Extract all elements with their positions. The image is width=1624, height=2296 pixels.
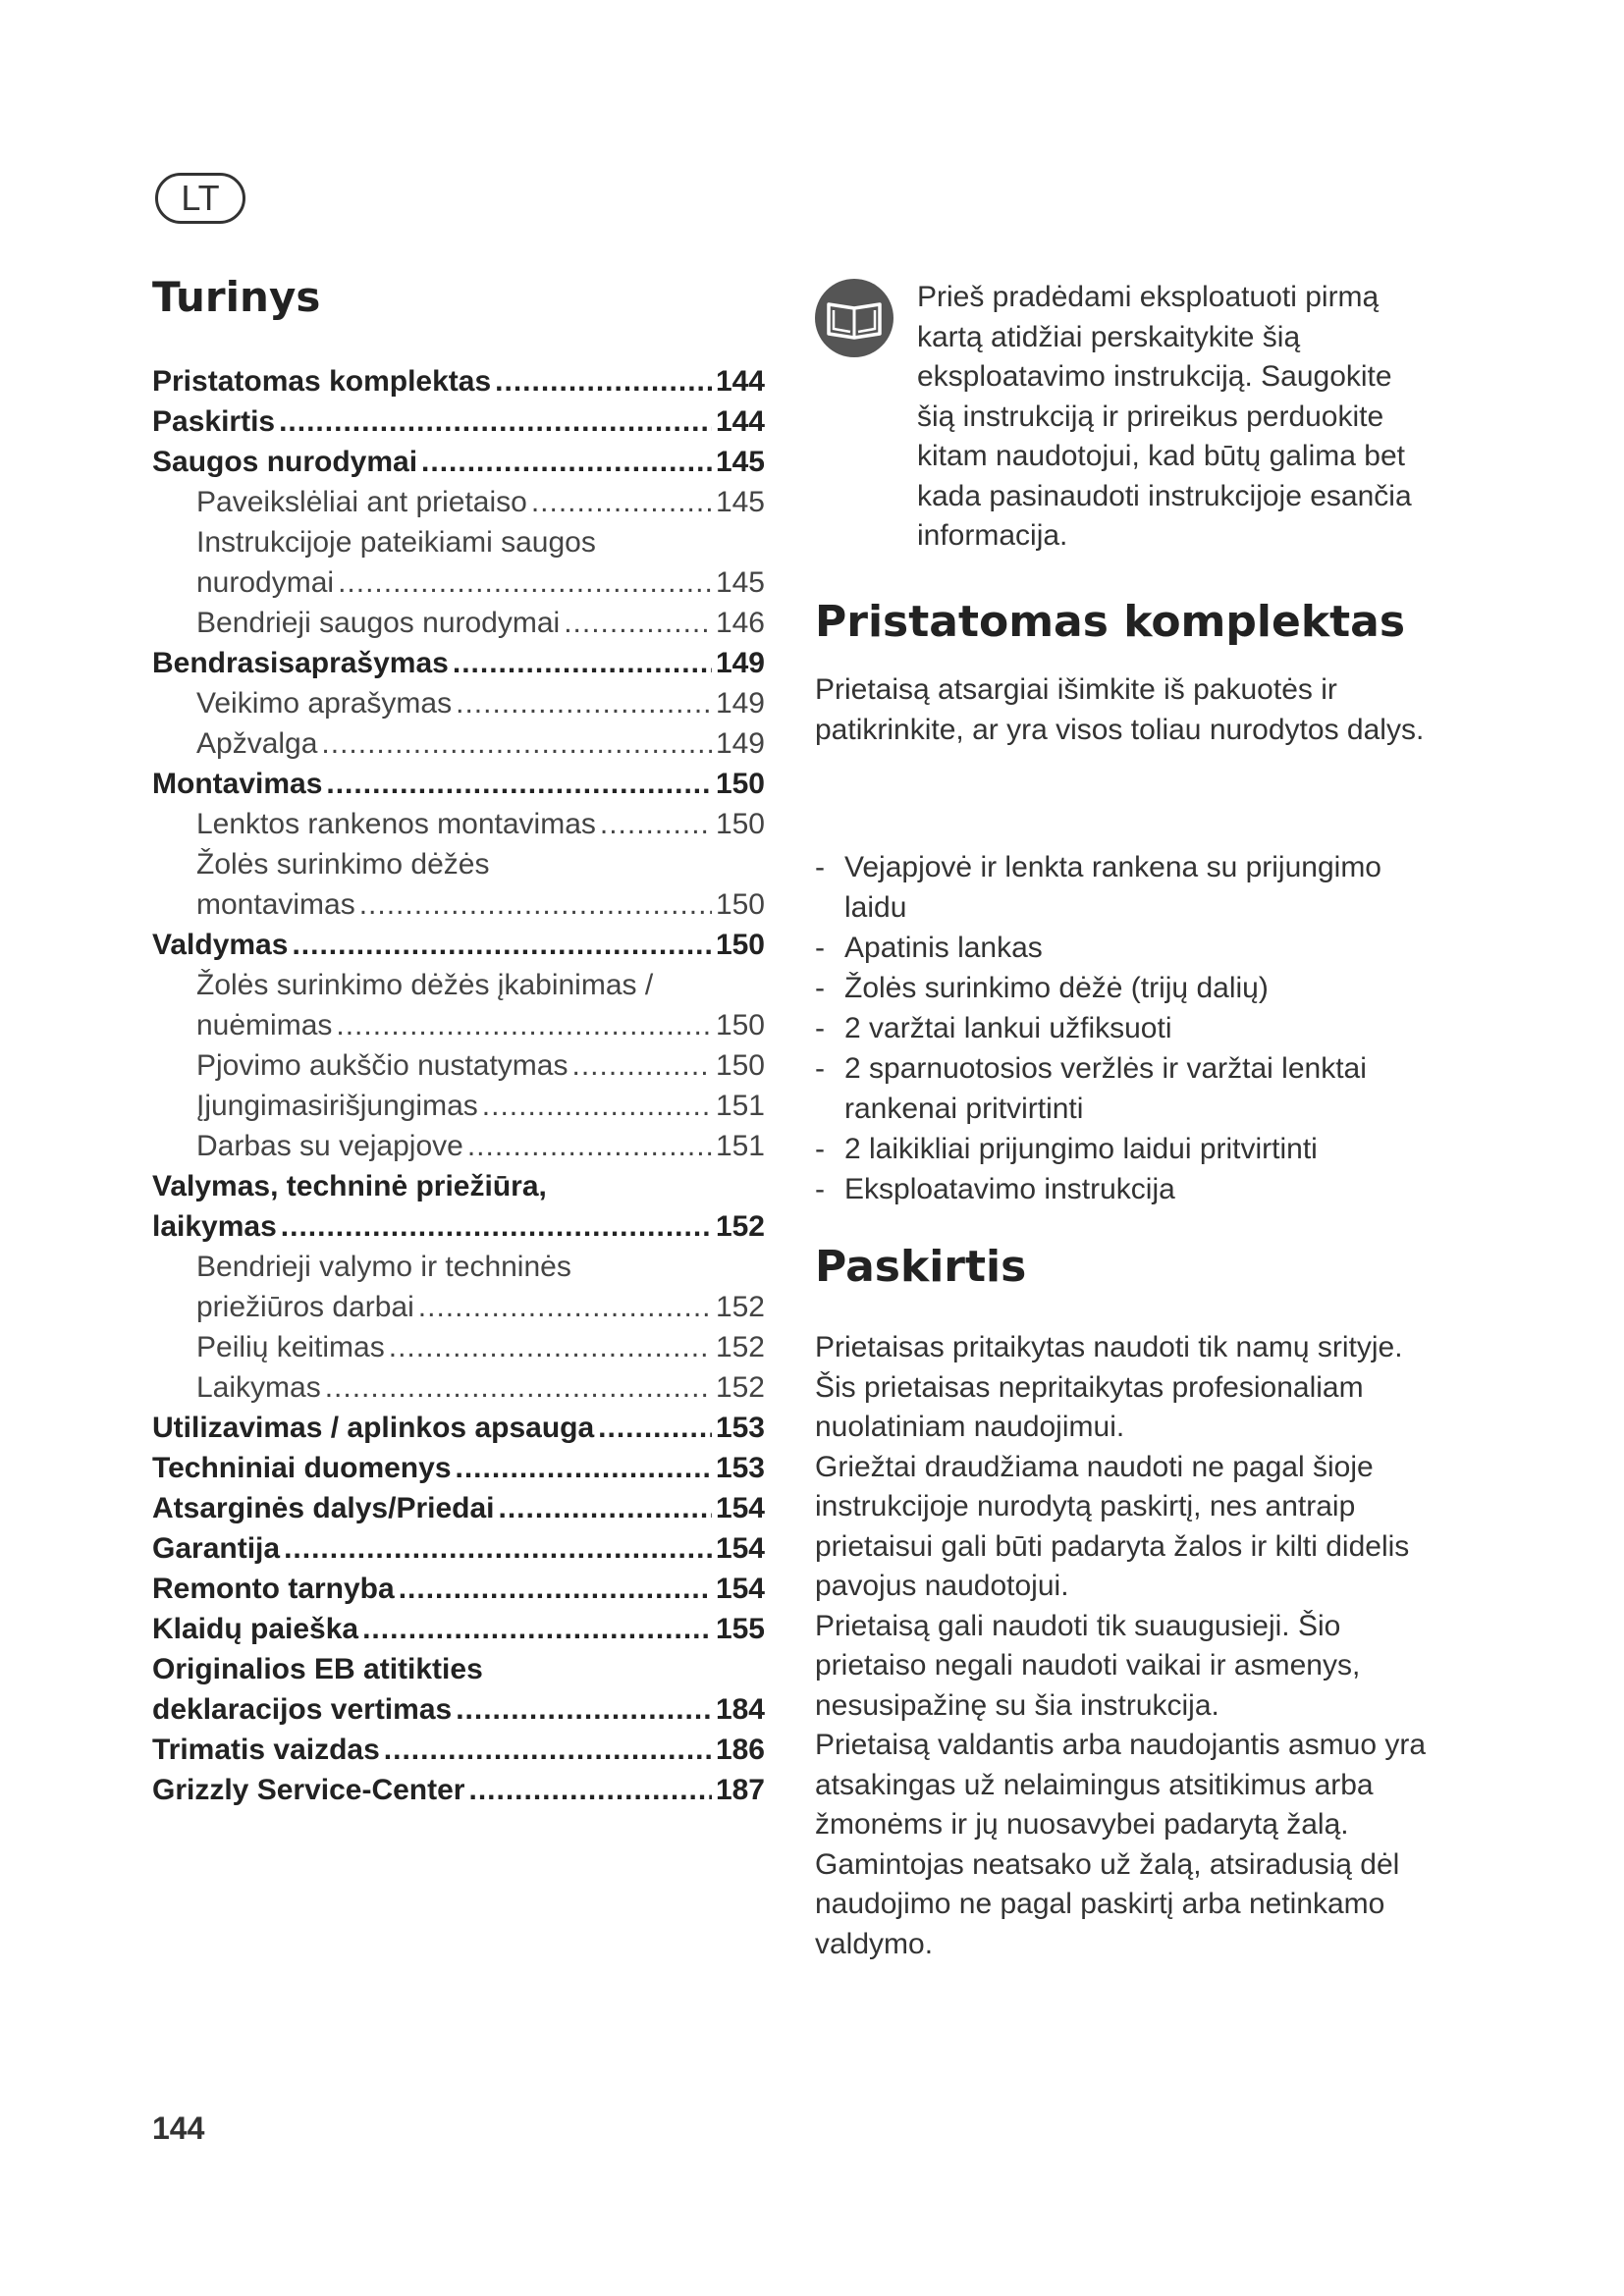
toc-entry[interactable]: Peilių keitimas ..... 152 <box>152 1331 765 1371</box>
toc-entry[interactable]: Bendrasisaprašymas ..... 149 <box>152 647 765 687</box>
toc-entry[interactable]: montavimas ..... 150 <box>152 888 765 929</box>
list-item: - 2 laikikliai prijungimo laidui pritvirtinti <box>815 1129 1443 1169</box>
read-manual-icon <box>815 279 893 357</box>
toc-entry[interactable]: Trimatis vaizdas ..... 186 <box>152 1734 765 1774</box>
toc-entry[interactable]: Montavimas ..... 150 <box>152 768 765 808</box>
toc-entry[interactable]: Paveikslėliai ant prietaiso ..... 145 <box>152 486 765 526</box>
list-item: - 2 sparnuotosios veržlės ir varžtai lenktai rankenai pritvirtinti <box>815 1048 1443 1129</box>
purpose-body <box>815 1328 1443 1964</box>
toc-entry[interactable]: Atsarginės dalys/Priedai ..... 154 <box>152 1492 765 1532</box>
toc-entry[interactable]: Pjovimo aukščio nustatymas ..... 150 <box>152 1049 765 1090</box>
paragraph: Prietaisą gali naudoti tik suaugusieji. Šio prietaiso negali naudoti vaikai ir asmenys, nesusipažinę su šia instrukcija. <box>815 1609 1361 1722</box>
toc-entry[interactable]: nurodymai ..... 145 <box>152 566 765 607</box>
toc-entry[interactable]: priežiūros darbai ..... 152 <box>152 1291 765 1331</box>
purpose-title: Paskirtis <box>815 1242 1027 1292</box>
delivery-list <box>815 847 1443 1209</box>
read-manual-notice: Prieš pradėdami eksploatuoti pirmą kartą atidžiai perskaitykite šią eksploatavimo instrukciją. Saugokite šią instrukciją ir prireikus perduokite kitam naudotojui, kad būtų galima bet kada pasinaudoti instrukcijoje esančia informacija. <box>917 281 1412 552</box>
paragraph: Griežtai draudžiama naudoti ne pagal šioje instrukcijoje nurodytą paskirtį, nes antraip prietaisui gali būti padaryta žalos ir kilti didelis pavojus naudotojui. <box>815 1450 1410 1602</box>
toc-entry[interactable]: laikymas ..... 152 <box>152 1210 765 1251</box>
table-of-contents <box>152 365 765 1814</box>
toc-entry[interactable]: nuėmimas ..... 150 <box>152 1009 765 1049</box>
toc-entry[interactable]: Instrukcijoje pateikiami saugos <box>196 526 596 559</box>
paragraph: Gamintojas neatsako už žalą, atsiradusią dėl naudojimo ne pagal paskirtį arba netinkamo valdymo. <box>815 1847 1400 1960</box>
toc-entry[interactable]: Utilizavimas / aplinkos apsauga ..... 153 <box>152 1412 765 1452</box>
list-item: - Žolės surinkimo dėžė (trijų dalių) <box>815 968 1443 1008</box>
toc-entry[interactable]: Lenktos rankenos montavimas ..... 150 <box>152 808 765 848</box>
toc-entry[interactable]: Paskirtis ..... 144 <box>152 405 765 446</box>
toc-entry[interactable]: Veikimo aprašymas ..... 149 <box>152 687 765 727</box>
paragraph: Prietaisas pritaikytas naudoti tik namų srityje. Šis prietaisas nepritaikytas profesionaliam nuolatiniam naudojimui. <box>815 1331 1403 1443</box>
list-item: - Vejapjovė ir lenkta rankena su prijungimo laidu <box>815 847 1443 928</box>
toc-entry[interactable]: Garantija ..... 154 <box>152 1532 765 1573</box>
toc-entry[interactable]: Bendrieji saugos nurodymai ..... 146 <box>152 607 765 647</box>
list-item: - 2 varžtai lankui užfiksuoti <box>815 1008 1443 1048</box>
toc-entry[interactable]: Apžvalga ..... 149 <box>152 727 765 768</box>
toc-entry[interactable]: Žolės surinkimo dėžės įkabinimas / <box>196 969 654 1001</box>
toc-entry[interactable]: Bendrieji valymo ir techninės <box>196 1251 571 1283</box>
toc-entry[interactable]: Klaidų paieška ..... 155 <box>152 1613 765 1653</box>
page-number: 144 <box>152 2110 205 2146</box>
toc-entry[interactable]: Saugos nurodymai ..... 145 <box>152 446 765 486</box>
toc-entry[interactable]: deklaracijos vertimas ..... 184 <box>152 1693 765 1734</box>
toc-entry[interactable]: Originalios EB atitikties <box>152 1653 483 1685</box>
delivery-intro: Prietaisą atsargiai išimkite iš pakuotės ir patikrinkite, ar yra visos toliau nurodytos dalys. <box>815 673 1425 746</box>
list-item: - Apatinis lankas <box>815 928 1443 968</box>
paragraph: Prietaisą valdantis arba naudojantis asmuo yra atsakingas už nelaimingus atsitikimus arba žmonėms ir jų nuosavybei padarytą žalą. <box>815 1729 1427 1841</box>
toc-entry[interactable]: Grizzly Service-Center ..... 187 <box>152 1774 765 1814</box>
toc-entry[interactable]: Pristatomas komplektas ..... 144 <box>152 365 765 405</box>
language-badge: LT <box>155 173 245 224</box>
list-item: - Eksploatavimo instrukcija <box>815 1169 1443 1209</box>
toc-entry[interactable]: Valymas, techninė priežiūra, <box>152 1170 547 1202</box>
toc-entry[interactable]: Techniniai duomenys ..... 153 <box>152 1452 765 1492</box>
toc-entry[interactable]: Įjungimasirišjungimas ..... 151 <box>152 1090 765 1130</box>
toc-entry[interactable]: Laikymas ..... 152 <box>152 1371 765 1412</box>
toc-entry[interactable]: Žolės surinkimo dėžės <box>196 848 490 881</box>
toc-entry[interactable]: Valdymas ..... 150 <box>152 929 765 969</box>
toc-entry[interactable]: Remonto tarnyba ..... 154 <box>152 1573 765 1613</box>
delivery-title: Pristatomas komplektas <box>815 597 1406 647</box>
toc-entry[interactable]: Darbas su vejapjove ..... 151 <box>152 1130 765 1170</box>
toc-title: Turinys <box>152 273 321 321</box>
